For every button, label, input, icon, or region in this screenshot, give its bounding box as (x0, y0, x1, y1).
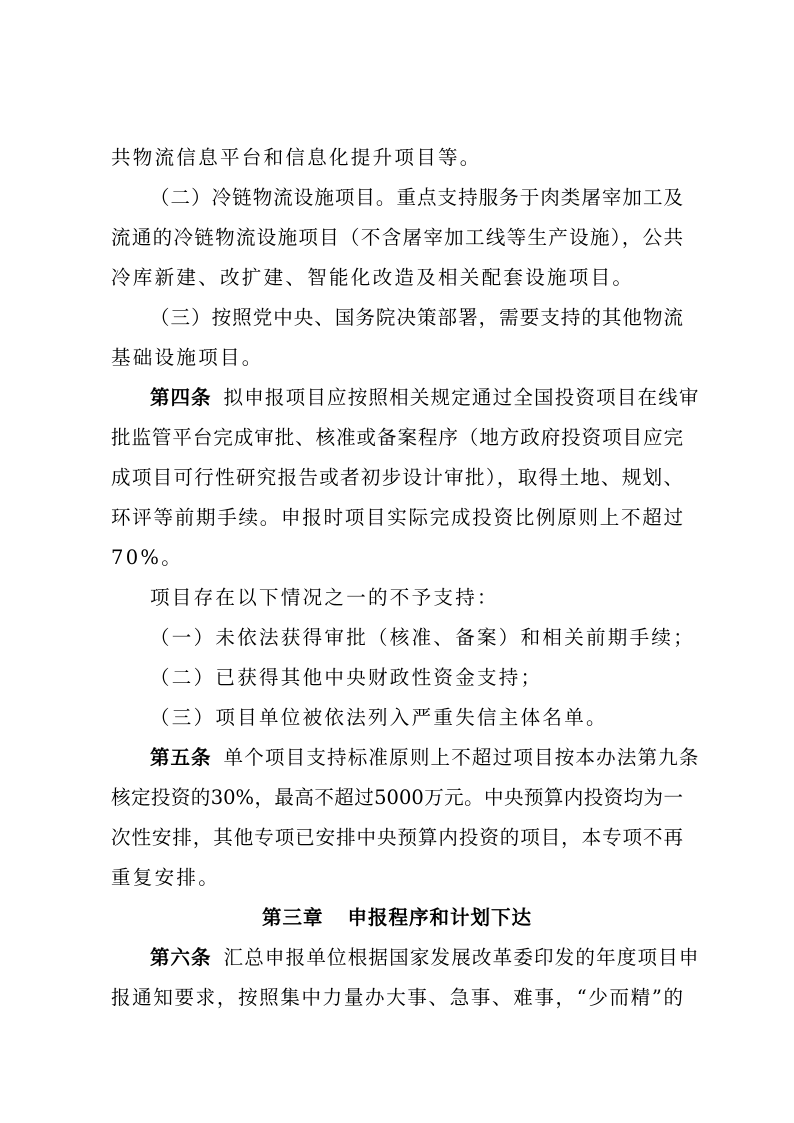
article-5-line (150, 746, 700, 770)
paragraph-line: 项目存在以下情况之一的不予支持： (150, 586, 499, 609)
paragraph-text: 单个项目支持标准原则上不超过项目按本办法第九条 (223, 746, 700, 769)
paragraph-line: 环评等前期手续。申报时项目实际完成投资比例原则上不超过 (111, 506, 683, 529)
chapter-title: 申报程序和计划下达 (347, 906, 533, 929)
chapter-heading (0, 906, 794, 930)
paragraph-line: 冷库新建、改扩建、智能化改造及相关配套设施项目。 (111, 266, 635, 289)
paragraph-line: 次性安排，其他专项已安排中央预算内投资的项目，本专项不再 (111, 826, 683, 849)
paragraph-line: 成项目可行性研究报告或者初步设计审批），取得土地、规划、 (111, 466, 683, 489)
paragraph-line: 批监管平台完成审批、核准或备案程序（地方政府投资项目应完 (111, 426, 683, 449)
paragraph-line: （二）冷链物流设施项目。重点支持服务于肉类屠宰加工及 (150, 186, 683, 209)
article-6-heading: 第六条 (150, 946, 212, 969)
paragraph-line: 70%。 (111, 546, 184, 569)
article-4-line (150, 386, 700, 410)
paragraph-line: （三）按照党中央、国务院决策部署，需要支持的其他物流 (150, 306, 683, 329)
article-4-heading: 第四条 (150, 386, 212, 409)
paragraph-text: 拟申报项目应按照相关规定通过全国投资项目在线审 (223, 386, 700, 409)
article-5-heading: 第五条 (150, 746, 212, 769)
paragraph-line: 流通的冷链物流设施项目（不含屠宰加工线等生产设施），公共 (111, 226, 683, 249)
paragraph-line: （一）未依法获得审批（核准、备案）和相关前期手续； (150, 626, 696, 649)
paragraph-line: 重复安排。 (111, 866, 221, 889)
chapter-number: 第三章 (261, 906, 324, 929)
paragraph-line: （二）已获得其他中央财政性资金支持； (150, 666, 543, 689)
paragraph-line: 基础设施项目。 (111, 346, 264, 369)
paragraph-line: 共物流信息平台和信息化提升项目等。 (111, 146, 482, 169)
paragraph-line: 报通知要求，按照集中力量办大事、急事、难事，“少而精”的 (111, 986, 683, 1009)
article-6-line (150, 946, 700, 970)
paragraph-line: 核定投资的30%，最高不超过5000万元。中央预算内投资均为一 (111, 786, 683, 809)
paragraph-line: （三）项目单位被依法列入严重失信主体名单。 (150, 706, 608, 729)
paragraph-text: 汇总申报单位根据国家发展改革委印发的年度项目申 (223, 946, 700, 969)
